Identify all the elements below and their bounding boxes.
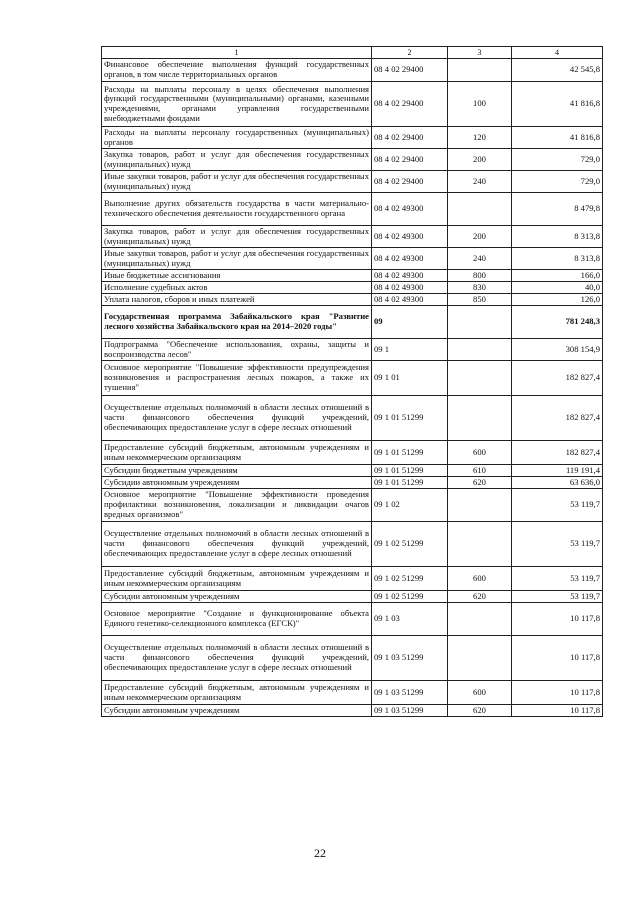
row-amount: 8 313,8: [512, 226, 603, 248]
row-amount: 10 117,8: [512, 636, 603, 681]
row-expense-type: 800: [448, 270, 512, 282]
row-name: Субсидии автономным учреждениям: [102, 705, 372, 717]
table-row: [102, 306, 603, 339]
row-expense-type: [448, 522, 512, 567]
row-code: 08 4 02 29400: [372, 127, 448, 149]
table-row: [102, 567, 603, 591]
row-expense-type: [448, 339, 512, 361]
row-code: 08 4 02 49300: [372, 226, 448, 248]
row-expense-type: 600: [448, 681, 512, 705]
row-expense-type: 830: [448, 282, 512, 294]
row-code: 08 4 02 29400: [372, 149, 448, 171]
row-name: Закупка товаров, работ и услуг для обеспечения государственных (муниципальных) нужд: [102, 149, 372, 171]
row-code: 09 1: [372, 339, 448, 361]
row-amount: 119 191,4: [512, 465, 603, 477]
header-col-1: 1: [102, 47, 372, 59]
row-expense-type: 200: [448, 149, 512, 171]
row-amount: 40,0: [512, 282, 603, 294]
row-name: Осуществление отдельных полномочий в области лесных отношений в части финансового обеспечения функций учреждений, обеспечивающих предоставление услуг в сфере лесных отношений: [102, 636, 372, 681]
row-expense-type: 600: [448, 567, 512, 591]
row-amount: 182 827,4: [512, 441, 603, 465]
header-col-3: 3: [448, 47, 512, 59]
row-name: Осуществление отдельных полномочий в области лесных отношений в части финансового обеспечения функций учреждений, обеспечивающих предоставление услуг в сфере лесных отношений: [102, 522, 372, 567]
header-col-4: 4: [512, 47, 603, 59]
row-expense-type: [448, 59, 512, 82]
row-name: Государственная программа Забайкальского края "Развитие лесного хозяйства Забайкальского края на 2014–2020 годы": [102, 306, 372, 339]
table-row: [102, 477, 603, 489]
row-name: Закупка товаров, работ и услуг для обеспечения государственных (муниципальных) нужд: [102, 226, 372, 248]
table-row: [102, 193, 603, 226]
row-amount: 10 117,8: [512, 681, 603, 705]
row-amount: 41 816,8: [512, 82, 603, 127]
row-expense-type: 600: [448, 441, 512, 465]
row-name: Основное мероприятие "Повышение эффективности проведения профилактики возникновения, локализации и ликвидации очагов вредных организмов": [102, 489, 372, 522]
row-expense-type: [448, 636, 512, 681]
row-expense-type: [448, 603, 512, 636]
row-name: Предоставление субсидий бюджетным, автономным учреждениям и иным некоммерческим организациям: [102, 441, 372, 465]
table-row: [102, 339, 603, 361]
row-name: Расходы на выплаты персоналу в целях обеспечения выполнения функций государственными (муниципальными) органами, казенными учреждениями, органами управления государственными внебюджетными фондами: [102, 82, 372, 127]
budget-table: [101, 46, 603, 717]
row-amount: 53 119,7: [512, 591, 603, 603]
row-name: Финансовое обеспечение выполнения функций государственных органов, в том числе территориальных органов: [102, 59, 372, 82]
row-name: Осуществление отдельных полномочий в области лесных отношений в части финансового обеспечения функций учреждений, обеспечивающих предоставление услуг в сфере лесных отношений: [102, 396, 372, 441]
row-amount: 53 119,7: [512, 522, 603, 567]
table-row: [102, 171, 603, 193]
table-row: [102, 705, 603, 717]
row-code: 09 1 02 51299: [372, 522, 448, 567]
row-name: Иные закупки товаров, работ и услуг для обеспечения государственных (муниципальных) нужд: [102, 171, 372, 193]
row-name: Подпрограмма "Обеспечение использования, охраны, защиты и воспроизводства лесов": [102, 339, 372, 361]
row-amount: 729,0: [512, 149, 603, 171]
row-expense-type: [448, 489, 512, 522]
row-code: 09 1 03: [372, 603, 448, 636]
row-code: 08 4 02 49300: [372, 294, 448, 306]
row-expense-type: 620: [448, 705, 512, 717]
row-expense-type: 610: [448, 465, 512, 477]
row-code: 09 1 01: [372, 361, 448, 396]
row-amount: 182 827,4: [512, 361, 603, 396]
row-code: 08 4 02 49300: [372, 193, 448, 226]
row-name: Выполнение других обязательств государства в части материально-технического обеспечения деятельности государственного органа: [102, 193, 372, 226]
row-amount: 166,0: [512, 270, 603, 282]
row-amount: 308 154,9: [512, 339, 603, 361]
table-row: [102, 465, 603, 477]
row-expense-type: [448, 193, 512, 226]
row-amount: 8 313,8: [512, 248, 603, 270]
row-expense-type: 120: [448, 127, 512, 149]
row-amount: 781 248,3: [512, 306, 603, 339]
row-amount: 126,0: [512, 294, 603, 306]
row-amount: 53 119,7: [512, 567, 603, 591]
row-code: 08 4 02 29400: [372, 59, 448, 82]
row-expense-type: [448, 361, 512, 396]
table-row: [102, 489, 603, 522]
row-amount: 53 119,7: [512, 489, 603, 522]
table-row: [102, 603, 603, 636]
row-expense-type: 240: [448, 248, 512, 270]
row-expense-type: 620: [448, 591, 512, 603]
table-row: [102, 82, 603, 127]
table-row: [102, 681, 603, 705]
row-name: Расходы на выплаты персоналу государственных (муниципальных) органов: [102, 127, 372, 149]
row-code: 09 1 03 51299: [372, 705, 448, 717]
row-code: 08 4 02 29400: [372, 171, 448, 193]
row-expense-type: 240: [448, 171, 512, 193]
table-row: [102, 294, 603, 306]
row-code: 09 1 02 51299: [372, 567, 448, 591]
row-name: Иные закупки товаров, работ и услуг для обеспечения государственных (муниципальных) нужд: [102, 248, 372, 270]
table-row: [102, 441, 603, 465]
row-code: 09 1 02: [372, 489, 448, 522]
row-code: 08 4 02 49300: [372, 270, 448, 282]
table-row: [102, 149, 603, 171]
row-code: 09 1 01 51299: [372, 441, 448, 465]
row-code: 08 4 02 49300: [372, 282, 448, 294]
row-code: 09 1 03 51299: [372, 636, 448, 681]
row-code: 09 1 02 51299: [372, 591, 448, 603]
table-row: [102, 591, 603, 603]
row-code: 09 1 01 51299: [372, 477, 448, 489]
table-row: [102, 361, 603, 396]
row-expense-type: 200: [448, 226, 512, 248]
row-code: 09 1 01 51299: [372, 396, 448, 441]
row-expense-type: 100: [448, 82, 512, 127]
table-row: [102, 127, 603, 149]
row-name: Основное мероприятие "Создание и функционирование объекта Единого генетико-селекционного комплекса (ЕГСК)": [102, 603, 372, 636]
row-amount: 10 117,8: [512, 705, 603, 717]
row-code: 09: [372, 306, 448, 339]
row-name: Субсидии бюджетным учреждениям: [102, 465, 372, 477]
row-name: Основное мероприятие "Повышение эффективности предупреждения возникновения и распространения лесных пожаров, а также их тушения": [102, 361, 372, 396]
page-number: 22: [314, 846, 326, 860]
row-expense-type: 620: [448, 477, 512, 489]
row-name: Иные бюджетные ассигнования: [102, 270, 372, 282]
table-row: [102, 59, 603, 82]
row-name: Уплата налогов, сборов и иных платежей: [102, 294, 372, 306]
header-col-2: 2: [372, 47, 448, 59]
row-expense-type: [448, 306, 512, 339]
table-row: [102, 522, 603, 567]
table-header-row: [102, 47, 603, 59]
row-expense-type: 850: [448, 294, 512, 306]
row-name: Предоставление субсидий бюджетным, автономным учреждениям и иным некоммерческим организациям: [102, 567, 372, 591]
table-row: [102, 226, 603, 248]
table-row: [102, 396, 603, 441]
row-name: Субсидии автономным учреждениям: [102, 477, 372, 489]
table-row: [102, 282, 603, 294]
row-amount: 182 827,4: [512, 396, 603, 441]
row-name: Исполнение судебных актов: [102, 282, 372, 294]
row-amount: 8 479,8: [512, 193, 603, 226]
row-code: 08 4 02 29400: [372, 82, 448, 127]
row-expense-type: [448, 396, 512, 441]
row-code: 08 4 02 49300: [372, 248, 448, 270]
table-row: [102, 248, 603, 270]
row-amount: 10 117,8: [512, 603, 603, 636]
table-row: [102, 270, 603, 282]
row-amount: 63 636,0: [512, 477, 603, 489]
row-amount: 729,0: [512, 171, 603, 193]
row-amount: 42 545,8: [512, 59, 603, 82]
row-amount: 41 816,8: [512, 127, 603, 149]
table-row: [102, 636, 603, 681]
row-code: 09 1 01 51299: [372, 465, 448, 477]
row-code: 09 1 03 51299: [372, 681, 448, 705]
row-name: Предоставление субсидий бюджетным, автономным учреждениям и иным некоммерческим организациям: [102, 681, 372, 705]
row-name: Субсидии автономным учреждениям: [102, 591, 372, 603]
